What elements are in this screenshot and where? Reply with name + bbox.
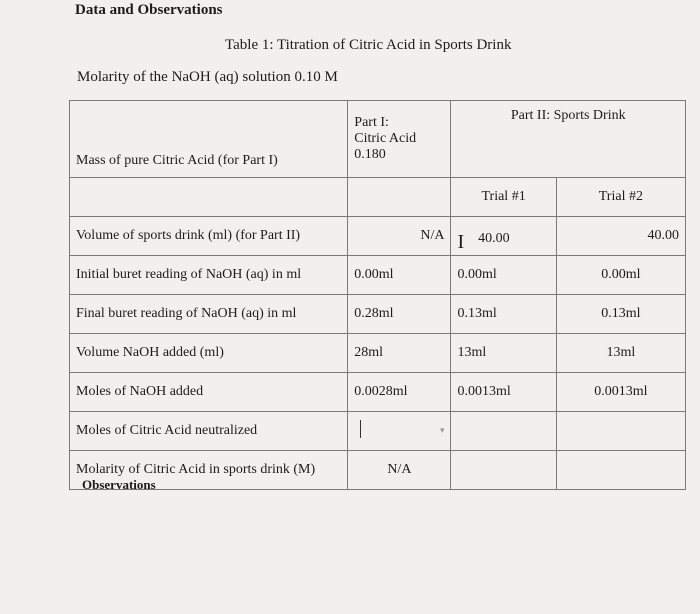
cell-moles-citric-trial2[interactable] xyxy=(556,412,685,451)
cell-moles-citric-trial1[interactable] xyxy=(451,412,556,451)
table-row xyxy=(70,295,686,334)
text-cursor-icon: I xyxy=(457,231,465,253)
cell-moles-naoh-trial1[interactable]: 0.0013ml xyxy=(451,373,556,412)
cell-final-buret-trial1[interactable]: 0.13ml xyxy=(451,295,556,334)
table-row xyxy=(70,178,686,217)
cell-initial-buret-trial2[interactable]: 0.00ml xyxy=(556,256,685,295)
table-header-row xyxy=(70,101,686,178)
table-row xyxy=(70,334,686,373)
cell-initial-buret-part1[interactable]: 0.00ml xyxy=(348,256,451,295)
cell-volume-naoh-part1[interactable]: 28ml xyxy=(348,334,451,373)
cell-initial-buret-trial1[interactable]: 0.00ml xyxy=(451,256,556,295)
table-row xyxy=(70,217,686,256)
cell-molarity-citric-trial2[interactable] xyxy=(556,451,685,490)
section-heading: Data and Observations xyxy=(75,2,223,18)
row-label-moles-naoh: Moles of NaOH added xyxy=(70,373,348,412)
part2-header: Part II: Sports Drink xyxy=(451,101,686,178)
row-label-molarity-citric: Molarity of Citric Acid in sports drink (M) xyxy=(70,451,348,490)
row-label-moles-citric: Moles of Citric Acid neutralized xyxy=(70,412,348,451)
row-label-initial-buret: Initial buret reading of NaOH (aq) in ml xyxy=(70,256,348,295)
row-label-volume-drink: Volume of sports drink (ml) (for Part II) xyxy=(70,217,348,256)
cell-moles-naoh-trial2[interactable]: 0.0013ml xyxy=(556,373,685,412)
cell-moles-citric-part1[interactable] xyxy=(348,412,451,451)
titration-table xyxy=(69,100,686,490)
cell-volume-drink-trial1-value: 40.00 xyxy=(478,231,510,246)
cell-moles-naoh-part1[interactable]: 0.0028ml xyxy=(348,373,451,412)
trial1-header: Trial #1 xyxy=(451,178,556,217)
table-row xyxy=(70,373,686,412)
row-label-placeholder xyxy=(70,178,348,217)
row-label-volume-naoh: Volume NaOH added (ml) xyxy=(70,334,348,373)
cell-molarity-citric-trial1[interactable] xyxy=(451,451,556,490)
part1-header-line1: Part I: xyxy=(354,115,389,131)
cell-final-buret-trial2[interactable]: 0.13ml xyxy=(556,295,685,334)
cell-final-buret-part1[interactable]: 0.28ml xyxy=(348,295,451,334)
observations-label: Observations xyxy=(82,477,156,492)
cell-volume-drink-trial1[interactable] xyxy=(451,217,556,256)
cell-molarity-citric-part1[interactable]: N/A xyxy=(348,451,451,490)
text-cursor-bar xyxy=(360,420,361,438)
trial2-header: Trial #2 xyxy=(556,178,685,217)
row-label-final-buret: Final buret reading of NaOH (aq) in ml xyxy=(70,295,348,334)
cell-volume-drink-trial2[interactable]: 40.00 xyxy=(556,217,685,256)
cell-volume-naoh-trial2[interactable]: 13ml xyxy=(556,334,685,373)
row-label-mass: Mass of pure Citric Acid (for Part I) xyxy=(70,101,348,178)
table-row xyxy=(70,451,686,490)
part1-header-cell xyxy=(348,101,451,178)
table-caption: Table 1: Titration of Citric Acid in Sports Drink xyxy=(225,37,512,53)
table-row xyxy=(70,412,686,451)
cell-volume-naoh-trial1[interactable]: 13ml xyxy=(451,334,556,373)
part1-mass-value: 0.180 xyxy=(354,147,386,163)
cell-placeholder xyxy=(348,178,451,217)
dropdown-arrow-icon: ▾ xyxy=(439,424,445,435)
table-row xyxy=(70,256,686,295)
part1-header-line2: Citric Acid xyxy=(354,130,417,146)
naoh-molarity-line: Molarity of the NaOH (aq) solution 0.10 M xyxy=(77,69,338,85)
cell-volume-drink-part1[interactable]: N/A xyxy=(348,217,451,256)
